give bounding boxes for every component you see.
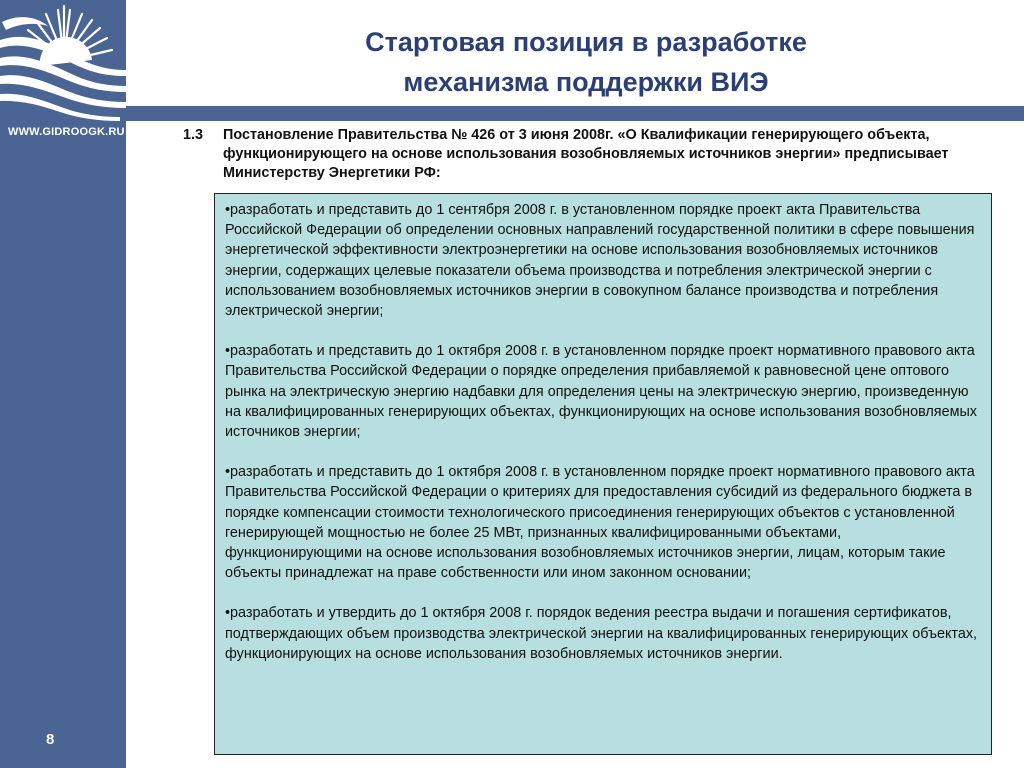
- requirement-item-4: •разработать и утвердить до 1 октября 2008 г. порядок ведения реестра выдачи и погашения сертификатов, подтверждающих объем производства электрической энергии на квалифицированных генерирующих объектах, функционирующих на основе использования возобновляемых источников энергии.: [225, 605, 978, 662]
- lead-item-number: 1.3: [183, 127, 204, 143]
- requirements-box: [214, 193, 992, 755]
- site-url: WWW.GIDROOGK.RU: [8, 126, 125, 138]
- requirement-item-1: •разработать и представить до 1 сентября 2008 г. в установленном порядке проект акта Правительства Российской Федерации об определении основных направлений государственной политики в сфере повышения энергетической эффективности электроэнергетики на основе использования возобновляемых источников энергии, содержащих целевые показатели объема производства и потребления электрической энергии с использованием возобновляемых источников энергии в совокупном балансе производства и потребления электрической энергии;: [225, 202, 975, 320]
- sidebar: [0, 0, 126, 768]
- slide-title: [326, 22, 846, 102]
- lead-text-wrapper: [183, 126, 993, 183]
- requirement-item-3: •разработать и представить до 1 октября 2008 г. в установленном порядке проект нормативного правового акта Правительства Российской Федерации о критериях для предоставления субсидий из федерального бюджета в порядке компенсации стоимости технологического присоединения генерирующих объектов с установленной генерирующей мощностью не более 25 МВт, признанных квалифицированными объектами, функционирующими на основе использования возобновляемых источников энергии, лицам, которым такие объекты принадлежат на праве собственности или ином законном основании;: [225, 464, 975, 582]
- company-logo-icon: [0, 0, 126, 122]
- lead-text: Постановление Правительства № 426 от 3 июня 2008г. «О Квалификации генерирующего объекта, функционирующего на основе использования возобновляемых источников энергии» предписывает Министерству Энергетики РФ:: [223, 127, 949, 181]
- requirement-item-2: •разработать и представить до 1 октября 2008 г. в установленном порядке проект нормативного правового акта Правительства Российской Федерации о порядке определения прибавляемой к равновесной цене оптового рынка на электрическую энергию надбавки для определения цены на электрическую энергию, произведенную на квалифицированных генерирующих объектах, функционирующих на основе использования возобновляемых источников энергии;: [225, 343, 978, 441]
- slide-title-line-2: механизма поддержки ВИЭ: [403, 67, 769, 97]
- page-number: 8: [46, 731, 55, 748]
- slide-title-line-1: Стартовая позиция в разработке: [365, 27, 807, 57]
- header-divider-bar: [126, 106, 1024, 121]
- lead-paragraph: [183, 126, 993, 183]
